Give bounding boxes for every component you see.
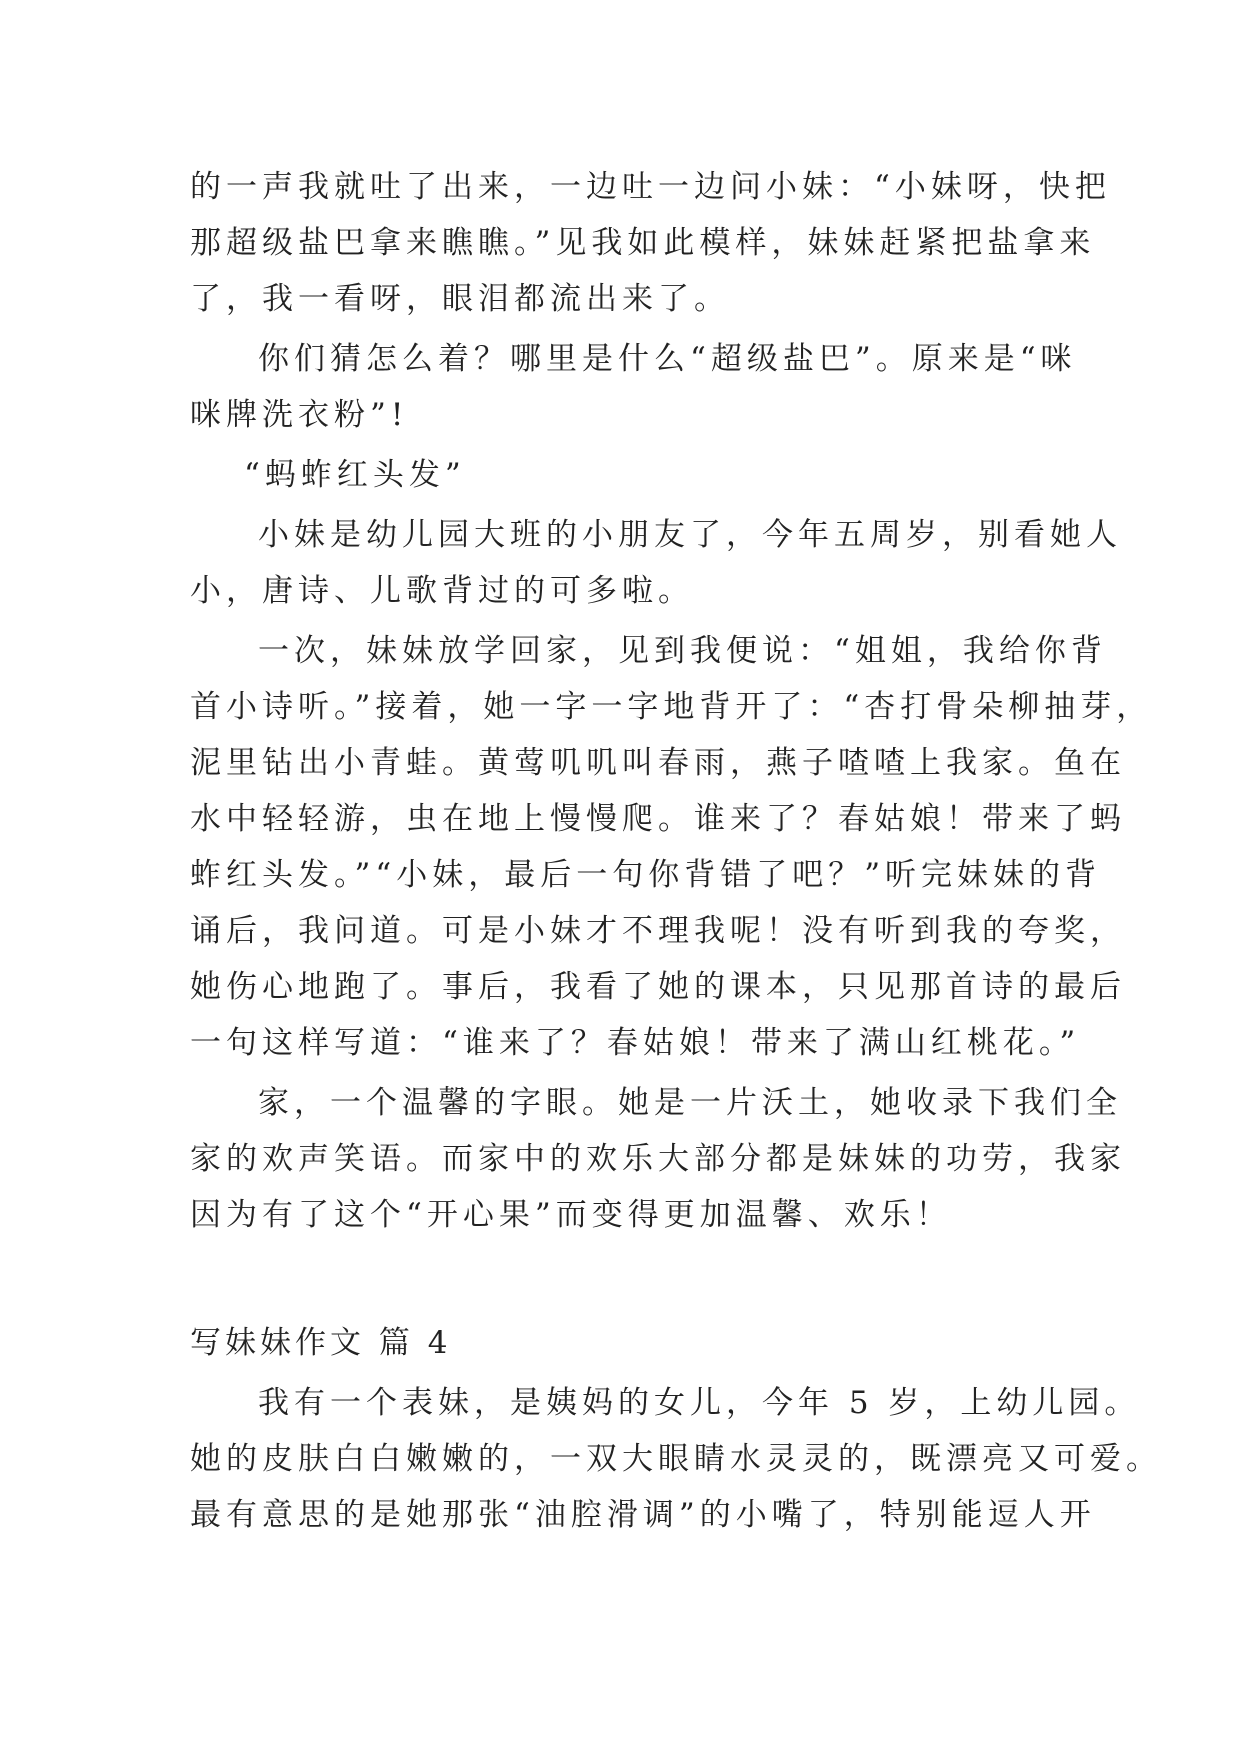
text-line: 咪牌洗衣粉”! bbox=[190, 397, 409, 433]
section-subtitle: “蚂蚱红头发” bbox=[244, 457, 466, 493]
text-line: 那超级盐巴拿来瞧瞧。”见我如此模样，妹妹赶紧把盐拿来 bbox=[190, 225, 1096, 261]
text-line: 你们猜怎么着？哪里是什么“超级盐巴”。原来是“咪 bbox=[258, 341, 1077, 377]
text-line: 小，唐诗、儿歌背过的可多啦。 bbox=[190, 573, 694, 609]
text-line: 首小诗听。”接着，她一字一字地背开了：“杏打骨朵柳抽芽， bbox=[190, 689, 1153, 725]
text-line: 的一声我就吐了出来，一边吐一边问小妹：“小妹呀，快把 bbox=[190, 169, 1111, 205]
text-line: 了，我一看呀，眼泪都流出来了。 bbox=[190, 281, 730, 317]
text-line: 我有一个表妹，是姨妈的女儿，今年 5 岁，上幼儿园。 bbox=[258, 1385, 1141, 1421]
text-line: 蚱红头发。”“小妹，最后一句你背错了吧？”听完妹妹的背 bbox=[190, 857, 1102, 893]
text-line: 她伤心地跑了。事后，我看了她的课本，只见那首诗的最后 bbox=[190, 969, 1126, 1005]
text-line: 她的皮肤白白嫩嫩的，一双大眼睛水灵灵的，既漂亮又可爱。 bbox=[190, 1441, 1162, 1477]
section-heading: 写妹妹作文 篇 4 bbox=[190, 1325, 452, 1361]
text-line: 因为有了这个“开心果”而变得更加温馨、欢乐！ bbox=[190, 1197, 952, 1233]
text-line: 家的欢声笑语。而家中的欢乐大部分都是妹妹的功劳，我家 bbox=[190, 1141, 1126, 1177]
text-line: 一次，妹妹放学回家，见到我便说：“姐姐，我给你背 bbox=[258, 633, 1107, 669]
text-line: 泥里钻出小青蛙。黄莺叽叽叫春雨，燕子喳喳上我家。鱼在 bbox=[190, 745, 1126, 781]
text-line: 水中轻轻游，虫在地上慢慢爬。谁来了？春姑娘！带来了蚂 bbox=[190, 801, 1126, 837]
text-line: 家，一个温馨的字眼。她是一片沃土，她收录下我们全 bbox=[258, 1085, 1122, 1121]
text-line: 最有意思的是她那张“油腔滑调”的小嘴了，特别能逗人开 bbox=[190, 1497, 1096, 1533]
text-line: 诵后，我问道。可是小妹才不理我呢！没有听到我的夸奖， bbox=[190, 913, 1126, 949]
text-line: 一句这样写道：“谁来了？春姑娘！带来了满山红桃花。” bbox=[190, 1025, 1081, 1061]
text-line: 小妹是幼儿园大班的小朋友了，今年五周岁，别看她人 bbox=[258, 517, 1122, 553]
